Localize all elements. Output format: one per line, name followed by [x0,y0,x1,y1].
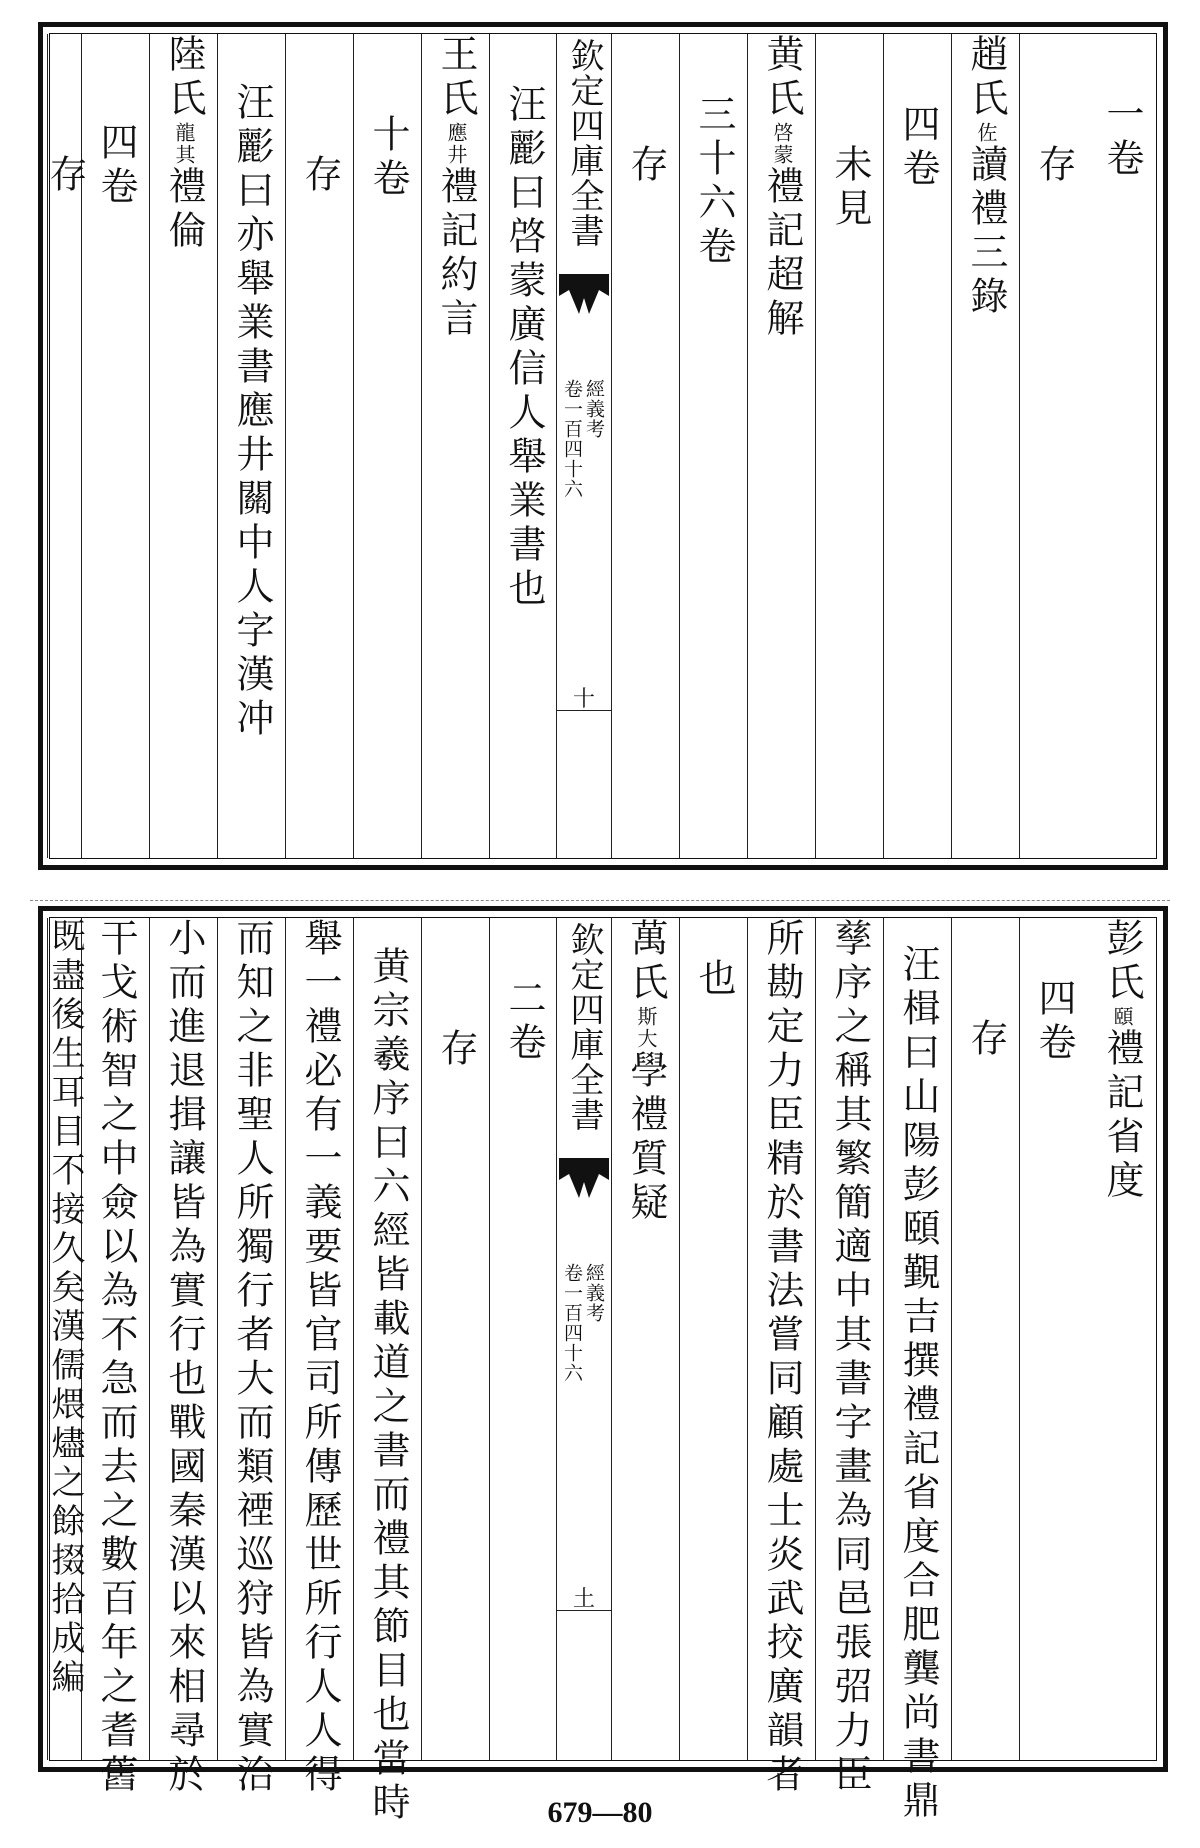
text-line: 二卷 [502,978,546,1066]
column [951,918,1020,1760]
column [421,34,490,858]
column [815,34,884,858]
text-line [748,34,816,342]
juan-number: 卷一百四十六 [561,379,583,499]
column [611,34,680,858]
text-line: 一卷 [1100,94,1144,182]
text-line [150,34,218,254]
book-title: 禮記省度 [1100,1028,1144,1204]
text-line: 舉一禮必有一義要皆官司所傳歷世所行人人得 [298,918,342,1798]
column [815,918,884,1798]
text-line [1088,918,1156,1204]
column [747,34,816,858]
surname: 王氏 [434,34,478,122]
spine-rule [557,1610,611,1611]
column [883,918,952,1824]
author-note: 應井 [444,122,468,166]
column [353,918,422,1826]
text-line: 小而進退揖讓皆為實行也戰國秦漢以來相尋於 [162,918,206,1798]
column [951,34,1020,858]
column [285,918,354,1798]
upper-page-frame [38,22,1168,870]
author-note: 啓蒙 [770,122,794,166]
text-line: 孳序之稱其繁簡適中其書字畫為同邑張弨力臣 [828,918,872,1798]
spine-rule [557,710,611,711]
text-line [952,34,1020,320]
text-line: 四卷 [94,122,138,210]
column [679,918,748,1760]
column [353,34,422,858]
book-name: 經義考 [583,1263,605,1323]
column [285,34,354,858]
text-line [422,34,490,342]
text-line: 存 [964,1018,1008,1062]
book-title: 學禮質疑 [624,1050,668,1226]
column [1088,34,1156,858]
column [149,34,218,858]
text-line: 也 [692,958,736,1002]
book-title: 禮倫 [162,166,206,254]
column [611,918,680,1760]
text-line: 四卷 [896,104,940,192]
column [1088,918,1156,1760]
column [43,34,87,858]
text-line: 汪楫曰山陽彭頤覲吉撰禮記省度合肥龔尚書鼎 [896,944,940,1824]
book-title: 禮記約言 [434,166,478,342]
column [217,34,286,858]
text-line [612,918,680,1226]
text-line: 汪彲曰啓蒙廣信人舉業書也 [502,84,546,612]
author-note: 斯大 [634,1006,658,1050]
text-line: 汪彲曰亦舉業書應井關中人字漢冲 [230,82,274,742]
text-line: 而知之非聖人所獨行者大而類禋巡狩皆為實治 [230,918,274,1798]
column [81,34,150,858]
column [1019,34,1088,858]
leaf-number: 土 [572,1587,595,1612]
book-name: 經義考 [583,379,605,439]
upper-page-inner [43,33,1157,859]
text-line: 四卷 [1032,978,1076,1066]
surname: 萬氏 [624,918,668,1006]
surname: 黄氏 [760,34,804,122]
page-number: 679—80 [547,1796,653,1829]
column [883,34,952,858]
column [45,918,85,1760]
text-line: 黄宗羲序曰六經皆載道之書而禮其節目也當時 [366,946,410,1826]
text-line: 未見 [828,144,872,232]
text-line: 存 [43,154,87,198]
book-title: 禮記超解 [760,166,804,342]
text-line: 存 [624,144,668,188]
column [81,918,150,1798]
book-title: 讀禮三錄 [964,144,1008,320]
center-spine [556,34,612,858]
juan-number: 卷一百四十六 [561,1263,583,1383]
fish-tail-mark [559,1158,609,1198]
fish-tail-mark [559,274,609,314]
column [149,918,218,1798]
author-note: 頤 [1110,1006,1134,1028]
column [489,34,558,858]
surname: 彭氏 [1100,918,1144,1006]
text-line: 所勘定力臣精於書法嘗同顧處士炎武挍廣韻者 [760,918,804,1798]
surname: 趙氏 [964,34,1008,122]
author-note: 龍其 [172,122,196,166]
column [1019,918,1088,1760]
text-line: 存 [1032,144,1076,188]
column [421,918,490,1760]
text-line: 既盡後生耳目不接久矣漢儒煨燼之餘掇拾成編 [45,918,85,1698]
column [489,918,558,1760]
collection-title: 欽定四庫全書 [564,38,604,248]
author-note: 佐 [974,122,998,144]
column [679,34,748,858]
divider-specks [30,900,1170,903]
column [217,918,286,1798]
center-spine [556,918,612,1760]
text-line: 三十六卷 [692,94,736,270]
text-line: 十卷 [366,114,410,202]
surname: 陸氏 [162,34,206,122]
leaf-number: 十 [572,687,595,712]
text-line: 存 [298,154,342,198]
column [747,918,816,1798]
text-line: 干戈術智之中僉以為不急而去之數百年之耆舊 [94,918,138,1798]
collection-title: 欽定四庫全書 [564,922,604,1132]
text-line: 存 [434,1028,478,1072]
